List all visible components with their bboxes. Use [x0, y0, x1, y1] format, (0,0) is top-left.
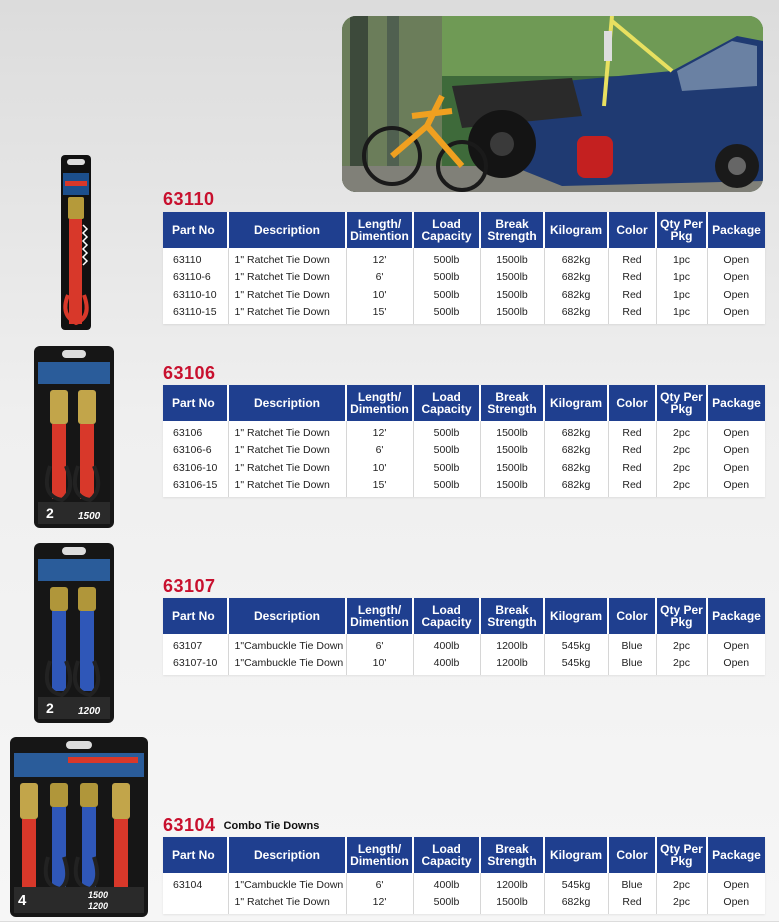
column-header: Kilogram [544, 212, 608, 248]
table-cell: 1500lb [480, 248, 544, 269]
table-cell: 2pc [656, 655, 707, 676]
table-row [163, 634, 765, 655]
table-cell: 1" Ratchet Tie Down [228, 442, 346, 460]
column-header: Load Capacity [413, 837, 480, 873]
table-cell: 682kg [544, 477, 608, 498]
table-cell: 12' [346, 894, 413, 915]
table-cell: Red [608, 421, 656, 442]
column-header: Break Strength [480, 385, 544, 421]
table-cell: Red [608, 894, 656, 915]
table-row [163, 459, 765, 477]
table-cell: 1" Ratchet Tie Down [228, 894, 346, 915]
table-cell: 1" Ratchet Tie Down [228, 269, 346, 287]
pack-rating-63104-a: 1500 [88, 890, 109, 900]
table-cell: 1500lb [480, 477, 544, 498]
table-row [163, 655, 765, 676]
table-cell: 1"Cambuckle Tie Down [228, 873, 346, 894]
column-header: Color [608, 212, 656, 248]
column-header: Load Capacity [413, 598, 480, 634]
table-cell: 1" Ratchet Tie Down [228, 459, 346, 477]
table-cell: 682kg [544, 248, 608, 269]
table-cell: Blue [608, 873, 656, 894]
table-cell: 500lb [413, 269, 480, 287]
table-header-row [163, 837, 765, 873]
table-cell: Red [608, 304, 656, 325]
table-cell: 63106-10 [163, 459, 228, 477]
product-image-63104 [8, 737, 150, 917]
table-cell: Red [608, 459, 656, 477]
table-cell: 682kg [544, 459, 608, 477]
table-cell: Open [723, 271, 750, 284]
spec-table-63107 [163, 598, 765, 675]
column-header: Part No [163, 212, 228, 248]
product-image-63110 [55, 155, 97, 330]
table-cell: 500lb [413, 421, 480, 442]
column-header: Package [707, 837, 765, 873]
table-header-row [163, 212, 765, 248]
pack-rating-63104-b: 1200 [88, 901, 109, 911]
table-header-row [163, 598, 765, 634]
table-cell: Open [723, 306, 750, 319]
table-cell: 1500lb [480, 421, 544, 442]
table-cell: 1" Ratchet Tie Down [228, 286, 346, 304]
column-header: Qty Per Pkg [656, 385, 707, 421]
table-cell: 545kg [544, 873, 608, 894]
table-cell: 500lb [413, 304, 480, 325]
table-cell: Open [723, 639, 750, 652]
table-cell: Open [723, 444, 750, 457]
table-cell: Red [608, 269, 656, 287]
table-cell: 63110-6 [163, 269, 228, 287]
column-header: Qty Per Pkg [656, 837, 707, 873]
table-cell: Red [608, 442, 656, 460]
table-row [163, 477, 765, 498]
table-cell: 2pc [656, 477, 707, 498]
column-header: Kilogram [544, 837, 608, 873]
product-photo-truck-atv [342, 16, 763, 192]
table-row [163, 269, 765, 287]
table-cell: 63106 [163, 421, 228, 442]
table-cell: 6' [346, 873, 413, 894]
table-cell [163, 894, 228, 915]
table-cell: 10' [346, 459, 413, 477]
column-header: Length/ Dimention [346, 212, 413, 248]
table-cell: 2pc [656, 873, 707, 894]
column-header: Color [608, 837, 656, 873]
table-cell: 682kg [544, 269, 608, 287]
section-subtitle: Combo Tie Downs [223, 820, 320, 832]
table-cell: 545kg [544, 634, 608, 655]
table-cell: 500lb [413, 477, 480, 498]
table-cell: 1" Ratchet Tie Down [228, 248, 346, 269]
table-cell: 1"Cambuckle Tie Down [228, 655, 346, 676]
table-row [163, 286, 765, 304]
table-cell: 682kg [544, 894, 608, 915]
table-cell: 682kg [544, 304, 608, 325]
table-cell: Open [723, 253, 750, 266]
table-cell: 1" Ratchet Tie Down [228, 304, 346, 325]
column-header: Break Strength [480, 598, 544, 634]
table-cell: 1200lb [480, 873, 544, 894]
column-header: Qty Per Pkg [656, 598, 707, 634]
table-cell: 545kg [544, 655, 608, 676]
section-code: 63104 [163, 815, 216, 835]
table-cell: 500lb [413, 286, 480, 304]
column-header: Package [707, 212, 765, 248]
table-cell: 63106-6 [163, 442, 228, 460]
table-cell: Open [723, 657, 750, 670]
product-image-63106 [32, 346, 116, 528]
pack-rating-63107: 1200 [78, 706, 101, 717]
column-header: Kilogram [544, 598, 608, 634]
table-cell: 63107-10 [163, 655, 228, 676]
column-header: Load Capacity [413, 212, 480, 248]
column-header: Length/ Dimention [346, 837, 413, 873]
column-header: Break Strength [480, 837, 544, 873]
table-cell: 1500lb [480, 459, 544, 477]
table-cell: 12' [346, 421, 413, 442]
table-cell: 15' [346, 477, 413, 498]
table-cell: Open [723, 426, 750, 439]
section-code: 63110 [163, 189, 215, 209]
table-cell: 682kg [544, 442, 608, 460]
pack-rating-63106: 1500 [78, 511, 101, 522]
column-header: Qty Per Pkg [656, 212, 707, 248]
table-row [163, 304, 765, 325]
table-cell: Blue [608, 634, 656, 655]
column-header: Length/ Dimention [346, 598, 413, 634]
table-cell: Red [608, 286, 656, 304]
table-cell: 63110-15 [163, 304, 228, 325]
table-cell: 1pc [656, 304, 707, 325]
table-cell: 63107 [163, 634, 228, 655]
table-cell: 1500lb [480, 894, 544, 915]
table-cell: 1500lb [480, 286, 544, 304]
table-cell: 10' [346, 286, 413, 304]
table-cell: 2pc [656, 634, 707, 655]
column-header: Description [228, 837, 346, 873]
table-cell: 12' [346, 248, 413, 269]
column-header: Color [608, 385, 656, 421]
table-cell: 500lb [413, 459, 480, 477]
spec-table-63106 [163, 385, 765, 497]
table-cell: 682kg [544, 421, 608, 442]
column-header: Load Capacity [413, 385, 480, 421]
pack-count-63104: 4 [18, 892, 27, 909]
table-cell: 500lb [413, 894, 480, 915]
table-cell: 1200lb [480, 634, 544, 655]
table-cell: 10' [346, 655, 413, 676]
table-row [163, 248, 765, 269]
table-cell: Open [723, 461, 750, 474]
pack-count-63106: 2 [46, 505, 54, 521]
table-cell: 500lb [413, 248, 480, 269]
column-header: Description [228, 598, 346, 634]
table-cell: 2pc [656, 894, 707, 915]
table-cell: Open [723, 878, 750, 891]
table-cell: 500lb [413, 442, 480, 460]
spec-table-63110 [163, 212, 765, 324]
table-cell: 1200lb [480, 655, 544, 676]
section-code: 63107 [163, 576, 216, 596]
column-header: Length/ Dimention [346, 385, 413, 421]
table-cell: 400lb [413, 655, 480, 676]
table-cell: 6' [346, 442, 413, 460]
section-code: 63106 [163, 363, 216, 383]
table-cell: 1pc [656, 286, 707, 304]
table-cell: Red [608, 248, 656, 269]
column-header: Part No [163, 598, 228, 634]
table-cell: 2pc [656, 459, 707, 477]
column-header: Color [608, 598, 656, 634]
column-header: Part No [163, 385, 228, 421]
column-header: Package [707, 598, 765, 634]
column-header: Description [228, 385, 346, 421]
section-title-63104 [163, 815, 319, 836]
table-cell: 63106-15 [163, 477, 228, 498]
table-cell: 1pc [656, 269, 707, 287]
table-cell: 400lb [413, 873, 480, 894]
pack-count-63107: 2 [46, 700, 54, 716]
table-cell: 682kg [544, 286, 608, 304]
table-cell: Red [608, 477, 656, 498]
table-cell: 2pc [656, 421, 707, 442]
table-cell: 6' [346, 634, 413, 655]
section-title-63107 [163, 576, 216, 596]
table-cell: Blue [608, 655, 656, 676]
table-row [163, 894, 765, 915]
product-image-63107 [32, 543, 116, 723]
table-cell: 1"Cambuckle Tie Down [228, 634, 346, 655]
column-header: Part No [163, 837, 228, 873]
table-cell: 1" Ratchet Tie Down [228, 477, 346, 498]
table-cell: 63104 [163, 873, 228, 894]
table-cell: Open [723, 896, 750, 909]
table-cell: 1pc [656, 248, 707, 269]
column-header: Kilogram [544, 385, 608, 421]
table-row [163, 421, 765, 442]
section-title-63110 [163, 189, 215, 209]
table-cell: 63110-10 [163, 286, 228, 304]
table-cell: 15' [346, 304, 413, 325]
table-cell: Open [723, 479, 750, 492]
section-title-63106 [163, 363, 216, 383]
table-cell: Open [723, 288, 750, 301]
table-row [163, 873, 765, 894]
table-cell: 2pc [656, 442, 707, 460]
table-cell: 63110 [163, 248, 228, 269]
table-cell: 1" Ratchet Tie Down [228, 421, 346, 442]
column-header: Package [707, 385, 765, 421]
table-cell: 400lb [413, 634, 480, 655]
table-cell: 1500lb [480, 442, 544, 460]
table-cell: 6' [346, 269, 413, 287]
table-header-row [163, 385, 765, 421]
column-header: Description [228, 212, 346, 248]
table-cell: 1500lb [480, 269, 544, 287]
column-header: Break Strength [480, 212, 544, 248]
table-row [163, 442, 765, 460]
spec-table-63104 [163, 837, 765, 914]
table-cell: 1500lb [480, 304, 544, 325]
